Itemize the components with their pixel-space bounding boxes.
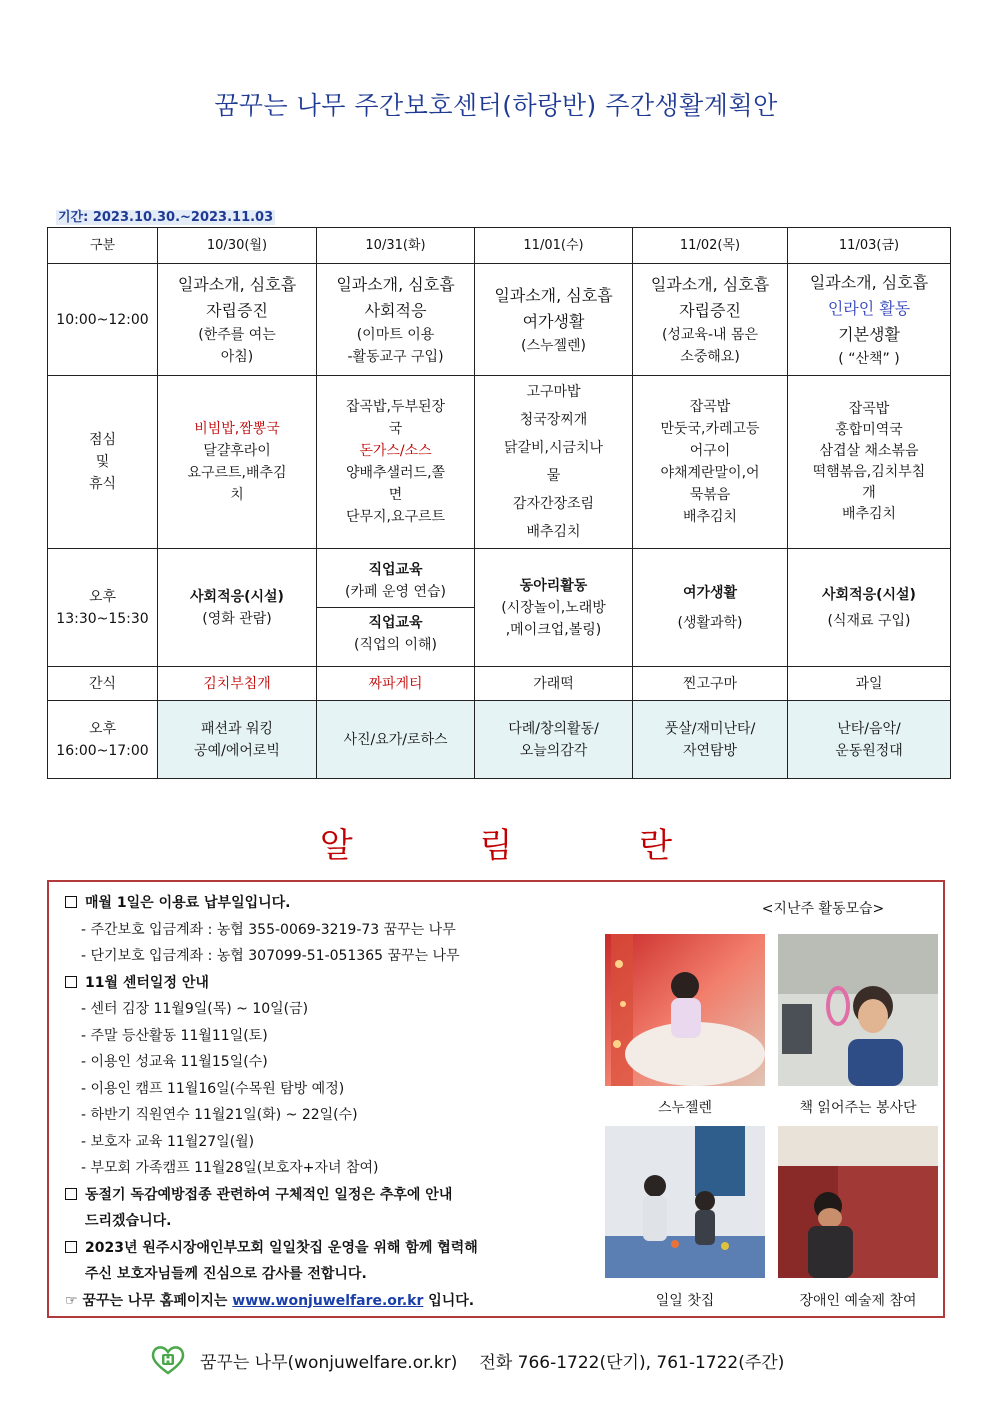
morning-fri-l4: ( “산책” ) — [838, 350, 900, 367]
lunch-fri-l1: 잡곡밥 — [848, 401, 890, 417]
afternoon-tue-a-l1: 직업교육 — [368, 562, 423, 578]
notice-item — [65, 1155, 585, 1182]
lunch-wed-l5: 감자간장조림 — [512, 496, 595, 512]
afternoon-tue-a-l2: (카페 운영 연습) — [345, 584, 446, 600]
late-label — [48, 701, 158, 779]
morning-tue — [317, 264, 475, 376]
lunch-tue — [317, 376, 475, 549]
afternoon-fri-l2: (식재료 구입) — [827, 612, 911, 629]
afternoon-tue-b — [317, 608, 474, 656]
checkbox-icon — [65, 896, 77, 908]
notice-item-text: 주신 보호자님들께 진심으로 감사를 전합니다. — [85, 1266, 367, 1282]
lunch-fri-l6: 배추김치 — [841, 506, 897, 522]
morning-wed-l1: 일과소개, 심호흡 — [494, 285, 613, 305]
lunch-wed-l6: 배추김치 — [526, 524, 581, 540]
notice-item — [65, 917, 585, 944]
afternoon-mon-l1: 사회적응(시설) — [190, 588, 284, 605]
notice-item — [65, 996, 585, 1023]
morning-mon-l4: 아침) — [220, 348, 254, 365]
homepage-suffix: 입니다. — [428, 1292, 475, 1309]
logo-heart-icon — [150, 1345, 186, 1375]
checkbox-icon — [65, 976, 77, 988]
period-text: 기간: 2023.10.30.~2023.11.03 — [58, 210, 274, 225]
lunch-mon-l4: 치 — [230, 487, 244, 503]
homepage-link[interactable]: www.wonjuwelfare.or.kr — [232, 1292, 424, 1309]
lunch-mon-l3: 요구르트,배추김 — [187, 465, 287, 481]
morning-wed — [475, 264, 633, 376]
morning-row — [48, 264, 951, 376]
notice-item-text: 2023년 원주시장애인부모회 일일찻집 운영을 위해 함께 협력해 — [85, 1239, 478, 1256]
photo-snoezelen — [605, 934, 765, 1086]
afternoon-thu-l2: (생활과학) — [677, 614, 743, 631]
lunch-mon-l1: 비빔밥,짬뽕국 — [194, 421, 280, 437]
lunch-mon — [158, 376, 317, 549]
notice-item-text: - 센터 김장 11월9일(목) ~ 10일(금) — [81, 1001, 309, 1017]
lunch-thu-l5: 묵볶음 — [689, 487, 731, 503]
morning-wed-l3: (스누젤렌) — [520, 337, 587, 354]
footer-phone: 전화 766-1722(단기), 761-1722(주간) — [479, 1352, 785, 1373]
afternoon-wed — [475, 549, 633, 667]
photo-caption-4: 장애인 예술제 참여 — [799, 1293, 917, 1309]
late-wed-l2: 오늘의감각 — [519, 742, 588, 759]
afternoon-wed-l3: ,메이크업,볼링) — [505, 621, 602, 638]
snack-row — [48, 667, 951, 701]
notice-item — [65, 1129, 585, 1156]
snack-mon: 김치부침개 — [158, 667, 317, 701]
lunch-mon-l2: 달걀후라이 — [203, 443, 271, 459]
late-fri-l1: 난타/음악/ — [837, 720, 901, 737]
homepage-line — [65, 1288, 585, 1315]
lunch-label-3: 휴식 — [88, 476, 117, 492]
notice-item-text: - 이용인 성교육 11월15일(수) — [81, 1054, 268, 1070]
afternoon-wed-l1: 동아리활동 — [519, 577, 588, 594]
header-wed: 11/01(수) — [475, 228, 633, 264]
late-thu — [633, 701, 788, 779]
header-thu: 11/02(목) — [633, 228, 788, 264]
afternoon-wed-l2: (시장놀이,노래방 — [501, 599, 606, 616]
notice-item — [65, 1023, 585, 1050]
afternoon-tue — [317, 549, 475, 667]
lunch-wed-l4: 물 — [546, 468, 561, 484]
late-row — [48, 701, 951, 779]
lunch-fri-l2: 홍합미역국 — [835, 422, 903, 438]
notice-item-text: - 주말 등산활동 11월11일(토) — [81, 1027, 268, 1044]
snack-fri: 과일 — [788, 667, 951, 701]
late-mon — [158, 701, 317, 779]
notice-item-text: - 보호자 교육 11월27일(월) — [81, 1133, 255, 1150]
lunch-fri-l4: 떡햄볶음,김치부침 — [812, 464, 926, 480]
lunch-wed — [475, 376, 633, 549]
lunch-thu — [633, 376, 788, 549]
snack-tue: 짜파게티 — [317, 667, 475, 701]
morning-mon-l2: 자립증진 — [206, 300, 268, 320]
afternoon-label-2: 13:30~15:30 — [56, 610, 149, 627]
late-mon-l2: 공예/에어로빅 — [194, 742, 280, 759]
morning-tue-l4: -활동교구 구입) — [347, 348, 444, 365]
notice-item — [65, 1208, 585, 1235]
photo-cafe — [605, 1126, 765, 1278]
morning-thu-l4: 소중해요) — [680, 348, 740, 365]
late-wed — [475, 701, 633, 779]
notice-item-text: 11월 센터일정 안내 — [85, 974, 209, 991]
notice-item — [65, 1182, 585, 1209]
morning-mon-l1: 일과소개, 심호흡 — [177, 274, 297, 294]
snack-thu: 찐고구마 — [633, 667, 788, 701]
lunch-fri-l3: 삼겹살 채소볶음 — [819, 443, 919, 459]
morning-thu — [633, 264, 788, 376]
notice-item — [65, 1235, 585, 1262]
lunch-tue-l6: 단무지,요구르트 — [345, 509, 446, 525]
gallery-title: <지난주 활동모습> — [761, 901, 885, 917]
afternoon-fri-l1: 사회적응(시설) — [822, 586, 916, 603]
snack-label: 간식 — [48, 667, 158, 701]
afternoon-mon — [158, 549, 317, 667]
lunch-wed-l1: 고구마밥 — [526, 384, 581, 400]
header-tue: 10/31(화) — [317, 228, 475, 264]
lunch-fri-l5: 개 — [862, 485, 876, 501]
lunch-tue-l4: 양배추샐러드,쫄 — [345, 465, 446, 481]
header-category: 구분 — [48, 228, 158, 264]
notice-item — [65, 1102, 585, 1129]
afternoon-thu-l1: 여가생활 — [682, 584, 738, 601]
late-tue-l1: 사진/요가/로하스 — [343, 731, 448, 748]
lunch-tue-l1: 잡곡밥,두부된장 — [345, 399, 446, 415]
header-fri: 11/03(금) — [788, 228, 951, 264]
lunch-tue-l3: 돈가스/소스 — [359, 443, 432, 459]
afternoon-thu — [633, 549, 788, 667]
late-fri — [788, 701, 951, 779]
lunch-tue-l5: 면 — [388, 487, 403, 503]
morning-thu-l3: (성교육-내 몸은 — [661, 326, 759, 343]
notice-title: 알 림 란 — [319, 826, 731, 866]
morning-label: 10:00~12:00 — [48, 264, 158, 376]
table-header-row — [48, 228, 951, 264]
notice-item — [65, 970, 585, 997]
afternoon-fri — [788, 549, 951, 667]
photo-caption-2: 책 읽어주는 봉사단 — [799, 1100, 917, 1116]
lunch-wed-l2: 청국장찌개 — [519, 412, 588, 428]
header-mon: 10/30(월) — [158, 228, 317, 264]
notice-list — [65, 890, 585, 1314]
morning-tue-l3: (이마트 이용 — [356, 326, 435, 343]
lunch-thu-l3: 어구이 — [689, 443, 731, 459]
notice-item-text: - 단기보호 입금계좌 : 농협 307099-51-051365 꿈꾸는 나무 — [81, 948, 460, 964]
photo-caption-3: 일일 찻집 — [655, 1293, 715, 1309]
morning-wed-l2: 여가생활 — [522, 311, 585, 331]
late-wed-l1: 다례/창의활동/ — [508, 720, 599, 737]
notice-item-text: 매월 1일은 이용료 납부일입니다. — [85, 895, 291, 911]
lunch-label-2: 및 — [95, 454, 110, 470]
period-label — [56, 206, 275, 225]
lunch-fri — [788, 376, 951, 549]
morning-tue-l1: 일과소개, 심호흡 — [336, 274, 455, 294]
lunch-label — [48, 376, 158, 549]
afternoon-mon-l2: (영화 관람) — [202, 610, 272, 627]
late-mon-l1: 패션과 워킹 — [200, 720, 274, 737]
notice-item — [65, 1076, 585, 1103]
notice-box — [47, 880, 945, 1318]
lunch-thu-l1: 잡곡밥 — [689, 399, 731, 415]
late-tue — [317, 701, 475, 779]
afternoon-tue-b-l2: (직업의 이해) — [354, 637, 437, 653]
morning-thu-l2: 자립증진 — [679, 300, 741, 320]
lunch-thu-l6: 배추김치 — [682, 509, 738, 525]
late-label-2: 16:00~17:00 — [56, 742, 149, 759]
footer-org: 꿈꾸는 나무(wonjuwelfare.or.kr) — [200, 1352, 458, 1373]
notice-item — [65, 1049, 585, 1076]
afternoon-tue-a — [317, 559, 474, 608]
lunch-tue-l2: 국 — [388, 421, 403, 437]
snack-wed: 가래떡 — [475, 667, 633, 701]
checkbox-icon — [65, 1241, 77, 1253]
notice-item-text: 드리겠습니다. — [85, 1213, 172, 1229]
homepage-prefix: ☞ 꿈꾸는 나무 홈페이지는 — [65, 1292, 228, 1309]
notice-item — [65, 890, 585, 917]
lunch-label-1: 점심 — [88, 432, 117, 448]
lunch-wed-l3: 닭갈비,시금치나 — [503, 440, 604, 456]
morning-mon-l3: (한주를 여는 — [198, 326, 276, 343]
late-thu-l2: 자연탐방 — [682, 742, 738, 759]
morning-fri-l3: 기본생활 — [838, 324, 900, 344]
lunch-thu-l4: 야채계란말이,어 — [660, 465, 760, 481]
morning-tue-l2: 사회적응 — [364, 300, 427, 320]
checkbox-icon — [65, 1188, 77, 1200]
page-title: 꿈꾸는 나무 주간보호센터(하랑반) 주간생활계획안 — [214, 91, 778, 120]
morning-thu-l1: 일과소개, 심호흡 — [650, 274, 770, 294]
morning-fri-l1: 일과소개, 심호흡 — [809, 272, 929, 292]
notice-item-text: 동절기 독감예방접종 관련하여 구체적인 일정은 추후에 안내 — [85, 1186, 453, 1203]
notice-item-text: - 부모회 가족캠프 11월28일(보호자+자녀 참여) — [81, 1160, 379, 1176]
footer — [150, 1345, 784, 1375]
afternoon-label-1: 오후 — [88, 588, 117, 605]
afternoon-label — [48, 549, 158, 667]
notice-item-text: - 주간보호 입금계좌 : 농협 355-0069-3219-73 꿈꾸는 나무 — [81, 921, 456, 938]
notice-item-text: - 하반기 직원연수 11월21일(화) ~ 22일(수) — [81, 1107, 358, 1123]
notice-item-text: - 이용인 캠프 11월16일(수목원 탐방 예정) — [81, 1080, 345, 1097]
weekly-schedule-table — [47, 227, 951, 779]
morning-fri — [788, 264, 951, 376]
morning-fri-l2: 인라인 활동 — [827, 298, 911, 318]
afternoon-row — [48, 549, 951, 667]
photo-caption-1: 스누젤렌 — [657, 1100, 713, 1116]
photo-reading — [778, 934, 938, 1086]
lunch-row — [48, 376, 951, 549]
morning-mon — [158, 264, 317, 376]
afternoon-tue-b-l1: 직업교육 — [368, 615, 423, 631]
late-label-1: 오후 — [88, 720, 117, 737]
late-fri-l2: 운동원정대 — [835, 742, 903, 759]
photo-art-festival — [778, 1126, 938, 1278]
notice-item — [65, 943, 585, 970]
lunch-thu-l2: 만둣국,카레고등 — [660, 421, 760, 437]
notice-item — [65, 1261, 585, 1288]
late-thu-l1: 풋살/재미난타/ — [664, 720, 756, 737]
